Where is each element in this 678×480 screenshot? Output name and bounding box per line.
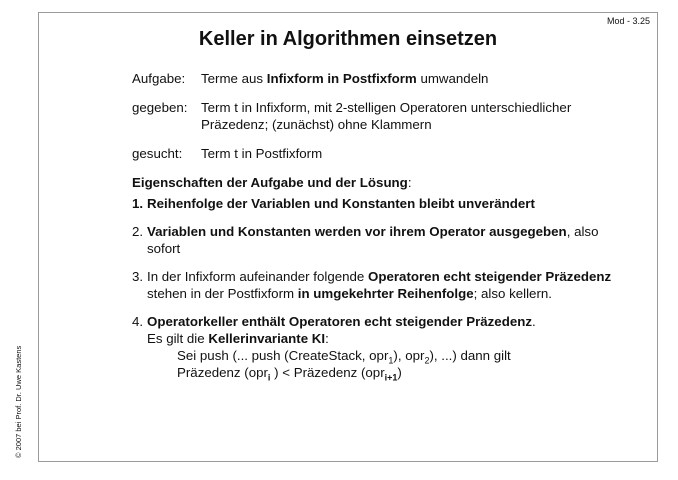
property-item (132, 313, 622, 381)
property-text (147, 195, 622, 212)
property-text (147, 223, 622, 257)
slide-content (132, 70, 622, 392)
properties-heading: Eigenschaften der Aufgabe und der Lösung: (132, 175, 412, 190)
bold-text: Operatorkeller enthält Operatoren echt steigender Präzedenz (147, 314, 532, 329)
text-run: In der Infixform aufeinander folgende (147, 269, 369, 284)
property-number: 3. (132, 269, 144, 284)
slide-title: Keller in Algorithmen einsetzen (198, 28, 498, 50)
definition-row (132, 145, 622, 162)
text-run: ; also kellern. (473, 286, 552, 301)
property-item (132, 195, 622, 212)
bold-text: in umgekehrter Reihenfolge (297, 286, 474, 301)
definition-description (201, 70, 622, 87)
property-number: 2. (132, 224, 144, 239)
definition-row (132, 99, 622, 133)
slide-number: Mod - 3.25 (606, 16, 650, 26)
text-run: Term t in Postfixform (201, 146, 323, 161)
definition-list (132, 70, 622, 162)
invariant-precedence-line: Präzedenz (opr$_i$ ) < Präzedenz (opr$_{i+1}$) (177, 365, 402, 383)
bold-text: Variablen und Konstanten werden vor ihrem Operator ausgegeben (147, 224, 567, 239)
property-item (132, 223, 622, 257)
text-run: umwandeln (416, 71, 489, 86)
property-item (132, 268, 622, 302)
copyright-notice: © 2007 bei Prof. Dr. Uwe Kastens (14, 345, 23, 458)
text-run: Term t in Infixform, mit 2-stelligen Operatoren unterschiedlicher Präzedenz; (zunächst) ohne Klammern (201, 100, 572, 132)
definition-term: Aufgabe: (132, 71, 186, 86)
bold-text: Operatoren echt steigender Präzedenz (368, 269, 612, 284)
definition-description (201, 99, 622, 133)
bold-text: Reihenfolge der Variablen und Konstanten bleibt unverändert (147, 196, 535, 211)
definition-row (132, 70, 622, 87)
properties-list (132, 195, 622, 381)
invariant-push-line: Sei push (... push (CreateStack, opr$_1$), opr$_2$), ...) dann gilt (177, 348, 511, 366)
text-run: . (532, 314, 536, 329)
property-number: 1. (132, 196, 144, 211)
text-run: , also sofort (147, 224, 599, 256)
invariant-intro: Es gilt die Kellerinvariante KI: (147, 331, 329, 346)
text-run: stehen in der Postfixform (147, 286, 298, 301)
definition-term: gegeben: (132, 100, 188, 115)
definition-term: gesucht: (132, 146, 183, 161)
definition-description (201, 145, 622, 162)
property-text (147, 268, 622, 302)
text-run: Terme aus (201, 71, 267, 86)
property-text (147, 313, 622, 381)
bold-text: Infixform in Postfixform (266, 71, 417, 86)
property-number: 4. (132, 314, 144, 329)
